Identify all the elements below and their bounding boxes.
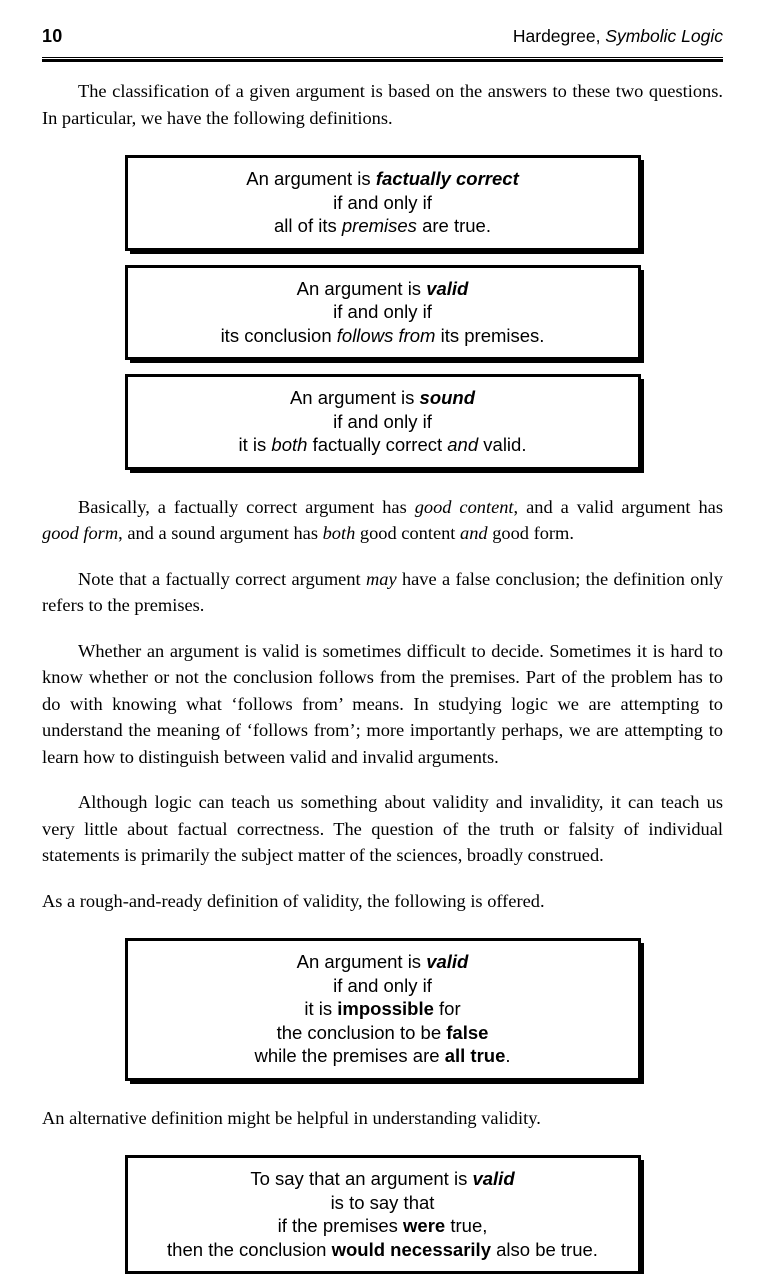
definition-box-valid-alternative — [125, 1155, 641, 1274]
spacer — [42, 1131, 723, 1155]
paragraph-rough-and-ready — [42, 888, 723, 915]
text-run: for — [433, 998, 461, 1019]
definition-box-factually-correct — [125, 155, 641, 251]
spacer — [42, 914, 723, 938]
term-valid: valid — [426, 277, 469, 299]
emphasis-good-content: good content — [414, 496, 514, 517]
text-run: Note that a factually correct argument — [78, 568, 366, 589]
text-run: are true. — [416, 215, 491, 236]
text-run: To say that an argument is — [250, 1168, 473, 1189]
page-body — [42, 78, 723, 1274]
text-run: Whether an argument is valid is sometimes difficult to decide. Sometimes it is hard to know whether or not the conclusion follows from the premises. Part of the problem has to do with knowing what ‘follows from’ means. In studying logic we are attempting to understand the meaning of ‘follows from’; more importantly perhaps, we are attempting to learn how to distinguish between valid and invalid arguments. — [42, 640, 723, 767]
text-run: valid. — [478, 434, 527, 455]
definition-line-3 — [138, 433, 628, 457]
emphasis-good-form: good form — [42, 523, 119, 543]
definition-line-3 — [138, 214, 628, 238]
definition-box-valid — [125, 265, 641, 361]
running-head-book-title: Symbolic Logic — [605, 26, 723, 46]
text-run: factually correct — [307, 434, 448, 455]
term-impossible: impossible — [337, 998, 434, 1019]
definition-line-4 — [138, 1021, 628, 1045]
definition-box-sound — [125, 374, 641, 470]
text-run: if the premises — [277, 1215, 404, 1236]
text-run: its conclusion — [220, 324, 337, 346]
text-run: the conclusion to be — [276, 1021, 447, 1043]
paragraph-although — [42, 789, 723, 869]
spacer — [42, 131, 723, 155]
paragraph-note — [42, 566, 723, 619]
definition-line-4 — [138, 1238, 628, 1262]
term-would-necessarily: would necessarily — [331, 1238, 491, 1260]
definition-line-3 — [138, 1214, 628, 1238]
definition-line-3 — [138, 324, 628, 348]
text-run: As a rough-and-ready definition of validity, the following is offered. — [42, 890, 545, 911]
spacer — [42, 360, 723, 374]
text-run: its premises. — [435, 324, 545, 346]
running-head-author: Hardegree, — [512, 26, 606, 46]
text-run: An argument is — [246, 168, 376, 189]
text-run: it is — [304, 998, 338, 1019]
term-false: false — [446, 1021, 489, 1043]
text-run: good content — [355, 523, 461, 543]
paragraph-intro-text: The classification of a given argument is based on the answers to these two questions. In particular, we have the following definitions. — [42, 81, 723, 128]
spacer — [42, 1081, 723, 1105]
definition-line-1 — [138, 386, 628, 410]
paragraph-basically — [42, 494, 723, 547]
paragraph-intro — [42, 78, 723, 131]
text-run: . — [505, 1045, 511, 1066]
term-were: were — [403, 1215, 446, 1236]
text-run: An argument is — [296, 277, 427, 299]
spacer — [42, 251, 723, 265]
emphasis-and: and — [460, 523, 488, 543]
text-run: good form. — [487, 523, 574, 543]
text-run: have a false conclusion; the definition only refers to the premises. — [42, 568, 723, 615]
term-factually-correct: factually correct — [375, 168, 519, 189]
text-run: true, — [445, 1215, 488, 1236]
term-valid: valid — [472, 1168, 515, 1189]
running-head — [513, 26, 723, 46]
definition-line-2: if and only if — [333, 410, 432, 432]
definition-line-1 — [138, 167, 628, 191]
text-run: Although logic can teach us something about validity and invalidity, it can teach us very little about factual correctness. The question of the truth or falsity of individual statements is primarily the subject matter of the sciences, broadly construed. — [42, 792, 723, 865]
definition-line-2: if and only if — [333, 191, 432, 213]
text-run: also be true. — [490, 1238, 598, 1260]
definition-line-2: if and only if — [333, 974, 432, 996]
text-run: An alternative definition might be helpful in understanding validity. — [42, 1107, 541, 1128]
page-number: 10 — [42, 26, 63, 46]
text-run: then the conclusion — [167, 1238, 332, 1260]
term-all-true: all true — [444, 1045, 506, 1066]
definition-line-2: is to say that — [330, 1191, 435, 1213]
emphasis-both: both — [322, 523, 356, 543]
text-run: it is — [238, 434, 272, 455]
definition-line-1 — [138, 277, 628, 301]
text-run: , and a sound argument has — [118, 523, 323, 543]
header-divider-rule — [42, 57, 723, 62]
term-follows-from: follows from — [336, 324, 436, 346]
term-sound: sound — [419, 387, 476, 408]
text-run: Basically, a factually correct argument has — [78, 496, 415, 517]
paragraph-alternative — [42, 1105, 723, 1132]
text-run: An argument is — [296, 951, 427, 972]
term-and: and — [447, 434, 479, 455]
term-premises: premises — [341, 215, 417, 236]
paragraph-whether — [42, 638, 723, 771]
text-run: all of its — [274, 215, 342, 236]
term-both: both — [271, 434, 308, 455]
definition-box-valid-impossible — [125, 938, 641, 1081]
term-valid: valid — [426, 951, 469, 972]
text-run: , and a valid argument has — [513, 496, 723, 517]
definition-line-2: if and only if — [333, 301, 432, 322]
text-run: An argument is — [289, 387, 420, 408]
spacer — [42, 470, 723, 494]
page-header — [42, 26, 723, 56]
definition-line-1 — [138, 950, 628, 974]
text-run: while the premises are — [254, 1045, 445, 1066]
emphasis-may: may — [365, 568, 397, 589]
definition-line-3 — [138, 997, 628, 1021]
definition-line-5 — [138, 1044, 628, 1068]
definition-line-1 — [138, 1167, 628, 1191]
